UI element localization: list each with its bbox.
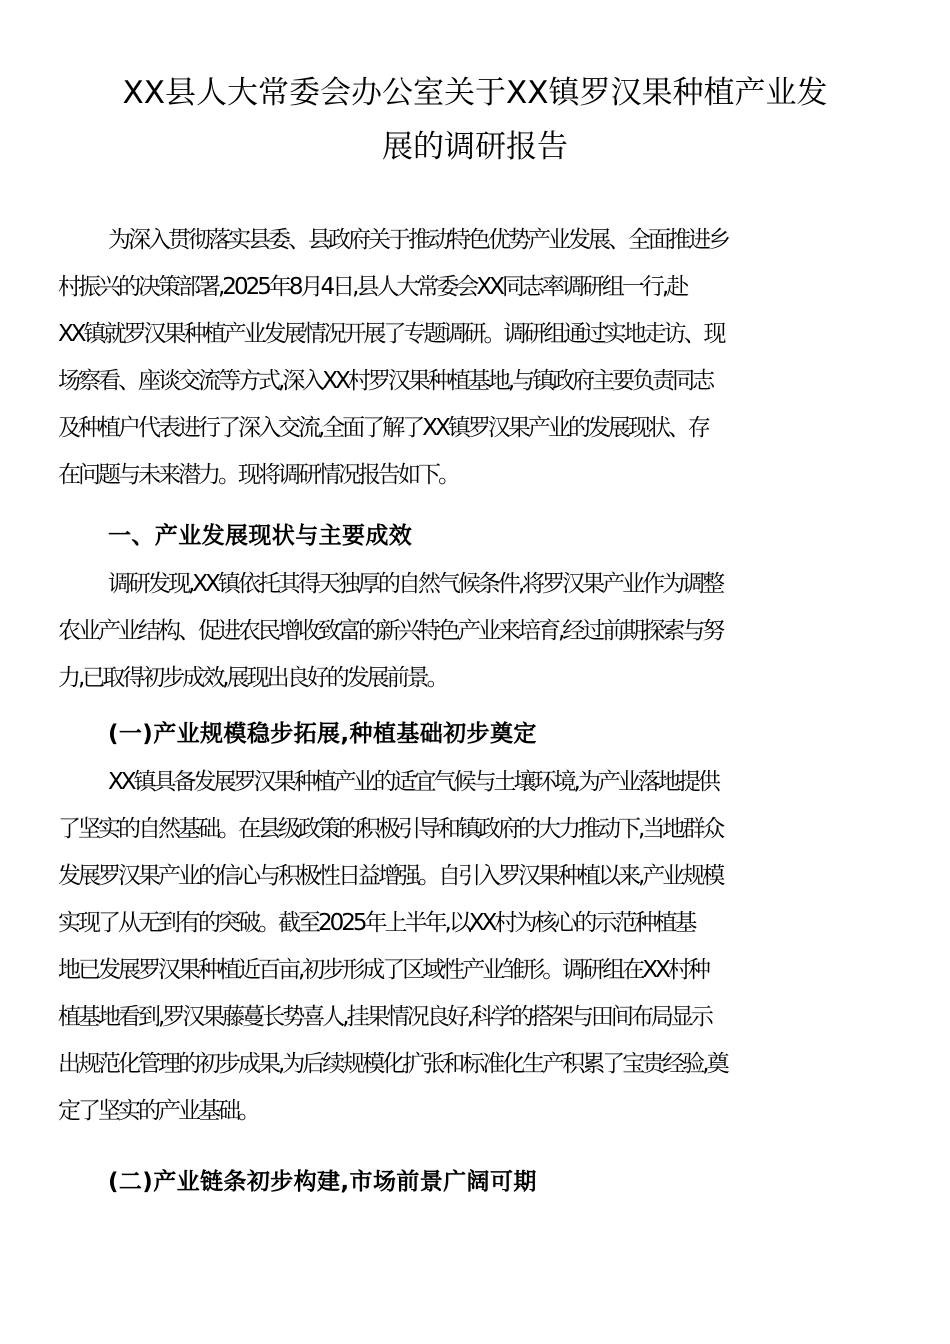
intro-paragraph (58, 217, 884, 499)
paragraph-line: 为深入贯彻落实县委、县政府关于推动特色优势产业发展、全面推进乡 (108, 227, 728, 253)
paragraph-line: 了坚实的自然基础。在县级政策的积极引导和镇政府的大力推动下,当地群众 (58, 816, 723, 842)
paragraph-line: 及种植户代表进行了深入交流,全面了解了XX镇罗汉果产业的发展现状、存 (58, 415, 708, 441)
paragraph-line: 力,已取得初步成效,展现出良好的发展前景。 (58, 665, 447, 691)
subsection-heading: (一)产业规模稳步拓展,种植基础初步奠定 (108, 721, 537, 747)
title-line: 展的调研报告 (382, 129, 568, 165)
paragraph-line: 地已发展罗汉果种植近百亩,初步形成了区域性产业雏形。调研组在XX村种 (58, 957, 708, 983)
paragraph-line: 出规范化管理的初步成果,为后续规模化扩张和标准化生产积累了宝贵经验,奠 (58, 1051, 727, 1077)
paragraph-line: 在问题与未来潜力。现将调研情况报告如下。 (58, 462, 458, 488)
subsection-paragraph (58, 759, 884, 1135)
document-title (40, 66, 910, 174)
section-paragraph (58, 561, 884, 702)
paragraph-line: 植基地看到,罗汉果藤蔓长势喜人,挂果情况良好,科学的搭架与田间布局显示 (58, 1004, 711, 1030)
paragraph-line: 实现了从无到有的突破。截至2025年上半年,以XX村为核心的示范种植基 (58, 910, 695, 936)
section-heading: 一、产业发展现状与主要成效 (108, 523, 413, 549)
paragraph-line: 场察看、座谈交流等方式,深入XX村罗汉果种植基地,与镇政府主要负责同志 (58, 368, 713, 394)
paragraph-line: XX镇具备发展罗汉果种植产业的适宜气候与土壤环境,为产业落地提供 (108, 769, 718, 795)
subsection-heading: (二)产业链条初步构建,市场前景广阔可期 (108, 1169, 537, 1195)
paragraph-line: 发展罗汉果产业的信心与积极性日益增强。自引入罗汉果种植以来,产业规模 (58, 863, 723, 889)
paragraph-line: XX镇就罗汉果种植产业发展情况开展了专题调研。调研组通过实地走访、现 (58, 321, 724, 347)
paragraph-line: 调研发现,XX镇依托其得天独厚的自然气候条件,将罗汉果产业作为调整 (108, 571, 723, 597)
paragraph-line: 定了坚实的产业基础。 (58, 1098, 258, 1124)
paragraph-line: 农业产业结构、促进农民增收致富的新兴特色产业来培育,经过前期探索与努 (58, 618, 723, 644)
paragraph-line: 村振兴的决策部署,2025年8月4日,县人大常委会XX同志率调研组一行,赴 (58, 274, 687, 300)
title-line: XX县人大常委会办公室关于XX镇罗汉果种植产业发 (122, 75, 828, 111)
